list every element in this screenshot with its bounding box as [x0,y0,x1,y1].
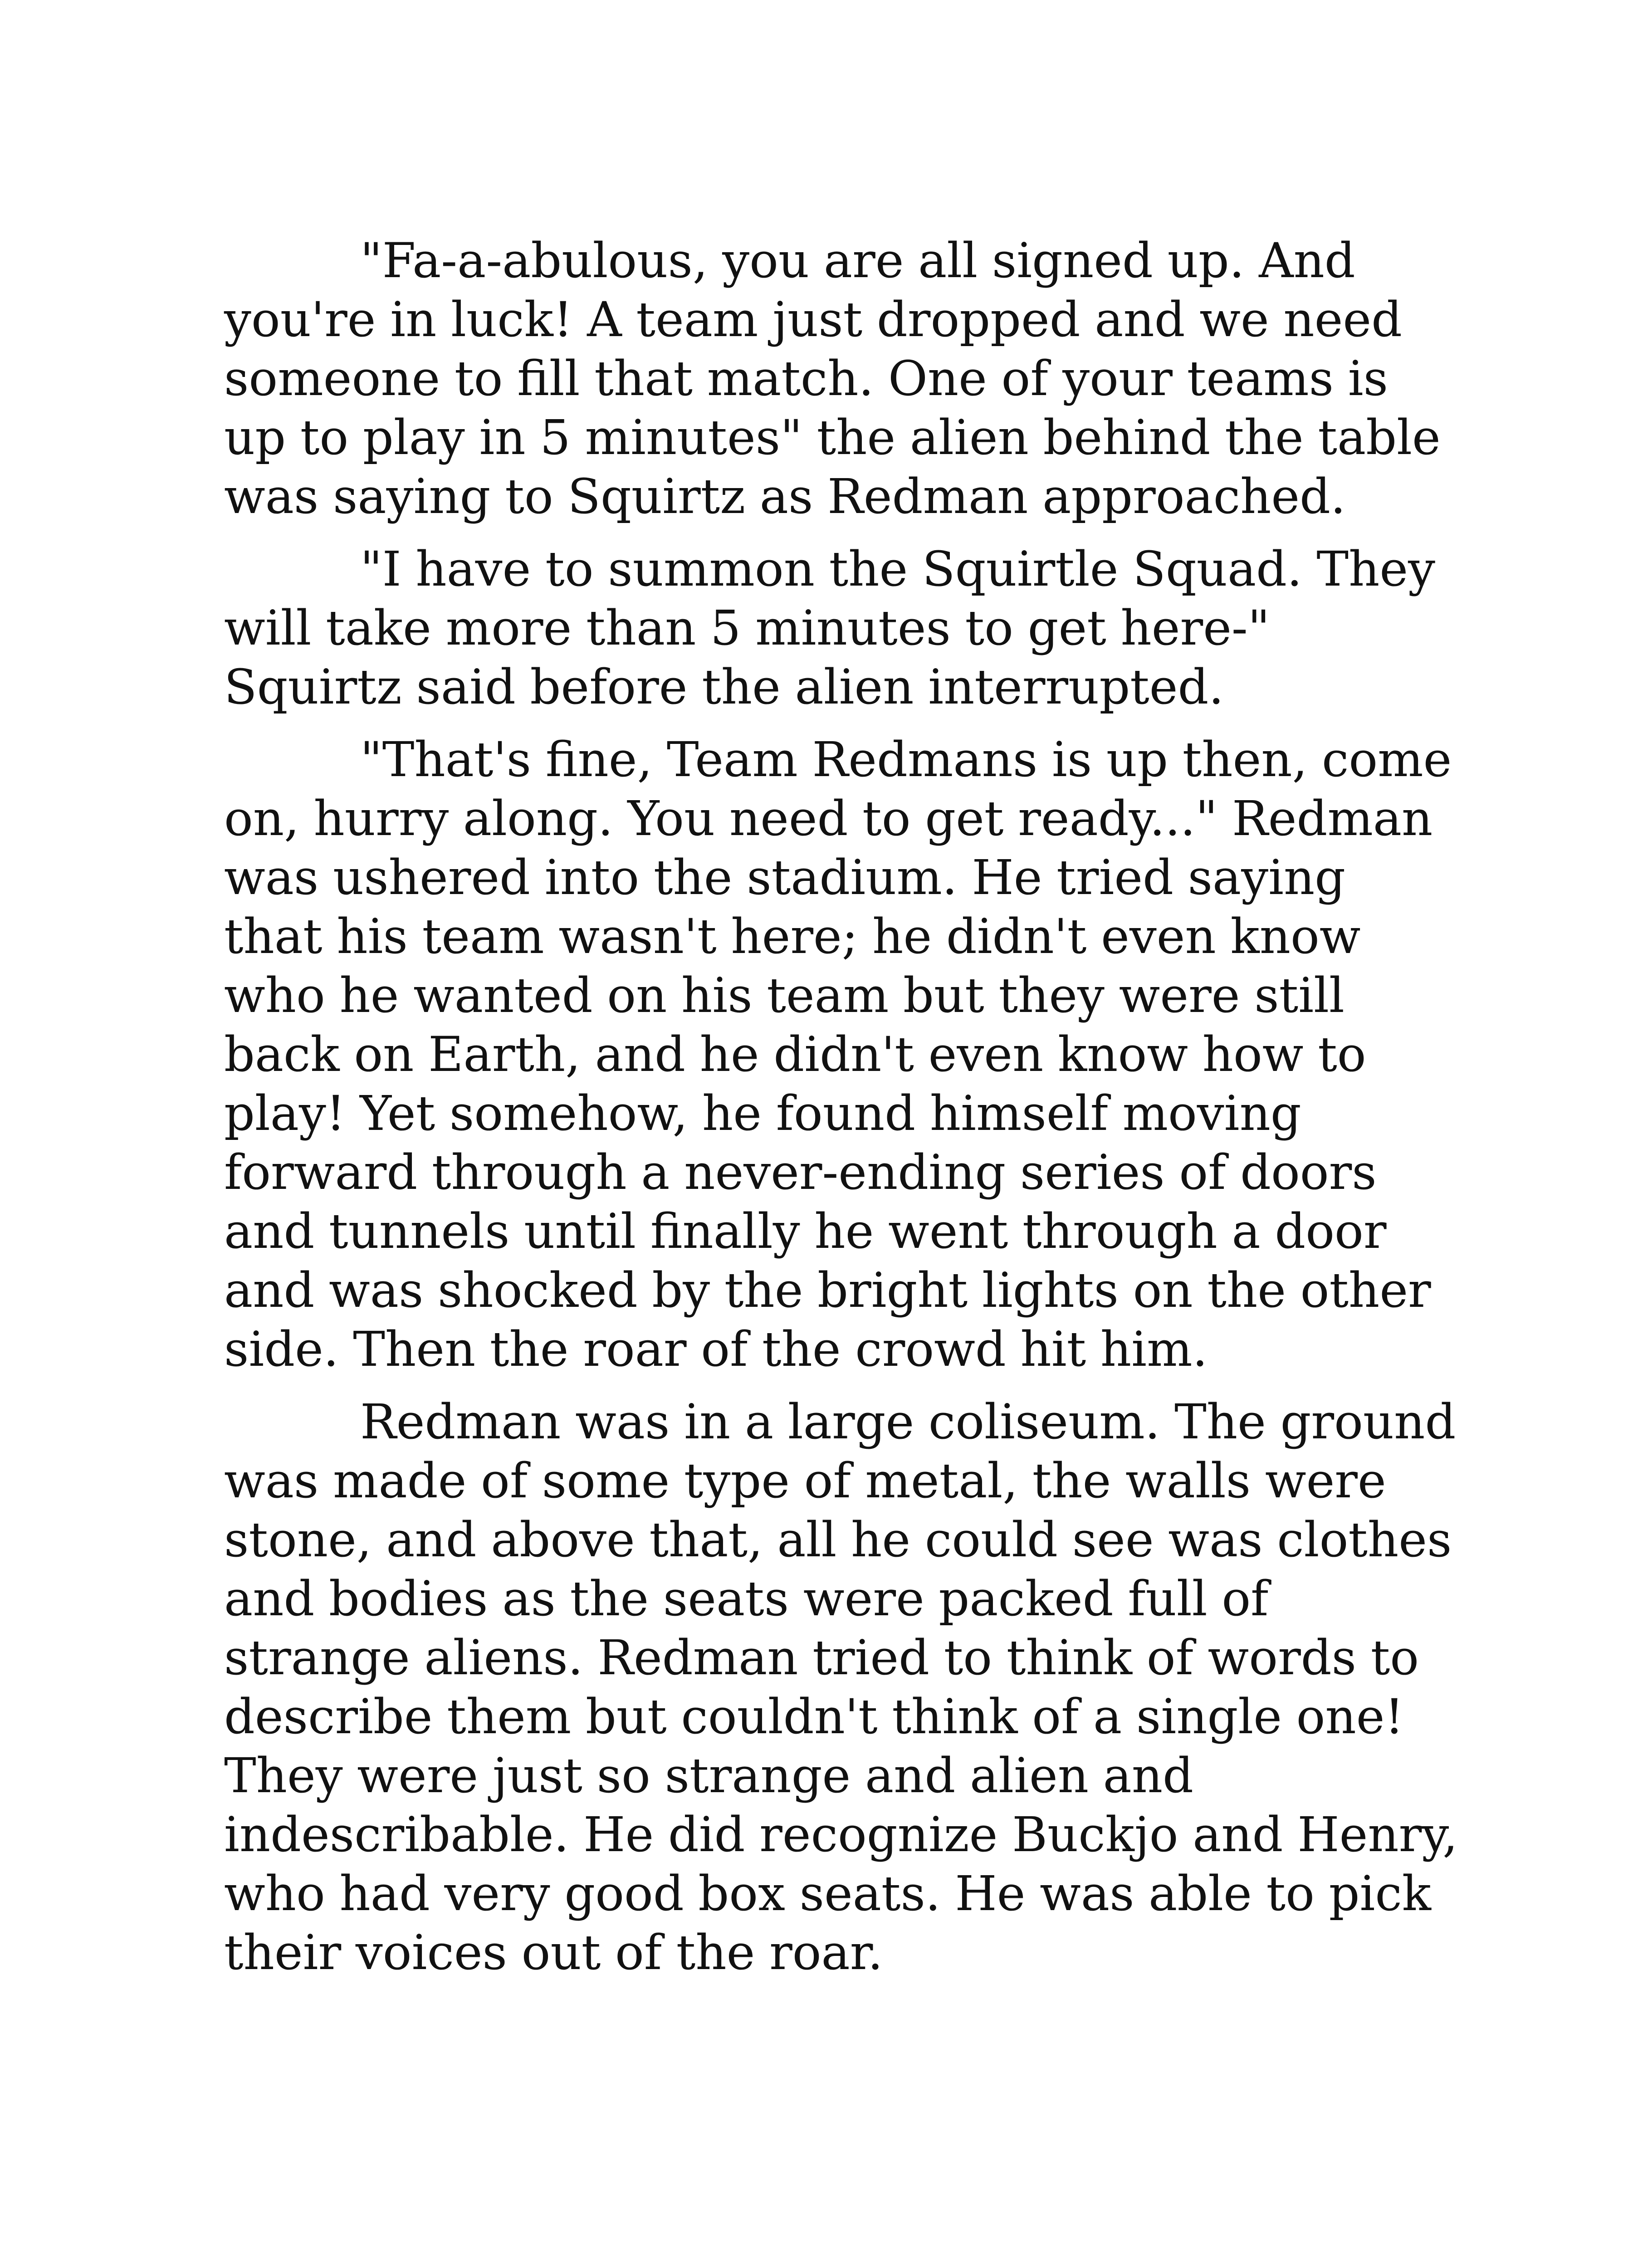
paragraph-4: Redman was in a large coliseum. The ground was made of some type of metal, the walls were stone, and above that, all he could see was clothes and bodies as the seats were packed full of strange aliens. Redman tried to think of words to describe them but couldn't think of a single one! They were just so strange and alien and indescribable. He did recognize Buckjo and Henry, who had very good box seats. He was able to pick their voices out of the roar. [224,1394,1458,1980]
paragraph-2: "I have to summon the Squirtle Squad. They will take more than 5 minutes to get here-" Squirtz said before the alien interrupted. [224,541,1435,715]
paragraph-1: "Fa-a-abulous, you are all signed up. And you're in luck! A team just dropped and we need someone to fill that match. One of your teams is up to play in 5 minutes" the alien behind the table was saying to Squirtz as Redman approached. [224,233,1441,524]
paragraph-3: "That's fine, Team Redmans is up then, come on, hurry along. You need to get ready..." Redman was ushered into the stadium. He tried saying that his team wasn't here; he didn't even know who he wanted on his team but they were still back on Earth, and he didn't even know how to play! Yet somehow, he found himself moving forward through a never-ending series of doors and tunnels until finally he went through a door and was shocked by the bright lights on the other side. Then the roar of the crowd hit him. [224,732,1452,1377]
story-text [224,231,1458,1996]
